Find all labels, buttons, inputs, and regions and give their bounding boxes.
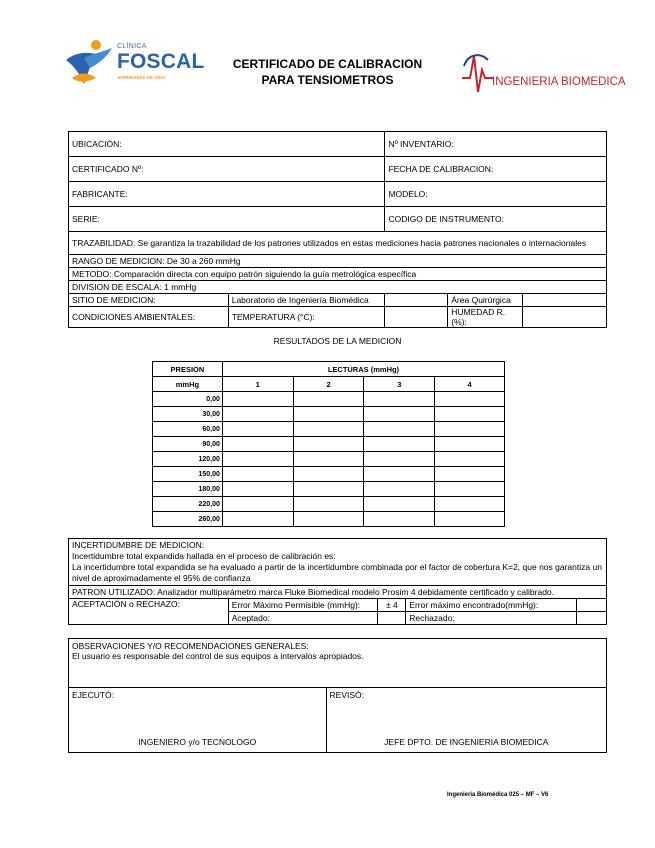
reading-cell[interactable] <box>435 452 505 467</box>
presion-header: PRESION <box>153 362 223 377</box>
temperatura-label: TEMPERATURA (°C): <box>228 307 385 328</box>
document-footer-code: Ingeniería Biomédica 025 – MF – V6 <box>447 792 549 798</box>
ejecuto-signature-box[interactable] <box>69 688 327 753</box>
temperatura-value-cell[interactable] <box>385 307 448 328</box>
ubicacion-field[interactable]: UBICACIÓN: <box>69 132 385 157</box>
results-title: RESULTADOS DE LA MEDICION <box>273 336 402 346</box>
reading-cell[interactable] <box>293 437 364 452</box>
reading-cell[interactable] <box>293 452 364 467</box>
reading-cell[interactable] <box>222 452 293 467</box>
reading-cell[interactable] <box>293 497 364 512</box>
observations-title: OBSERVACIONES Y/O RECOMENDACIONES GENERALES: <box>72 641 309 651</box>
reading-cell[interactable] <box>364 512 435 527</box>
sitio-blank-cell[interactable] <box>385 294 448 307</box>
reading-cell[interactable] <box>222 422 293 437</box>
reading-cell[interactable] <box>293 482 364 497</box>
ib-logo-text: INGENIERIA BIOMEDICA <box>492 76 626 88</box>
reading-cell[interactable] <box>293 512 364 527</box>
ingenieria-biomedica-logo <box>458 48 628 98</box>
division-text: DIVISION DE ESCALA: 1 mmHg <box>69 281 607 294</box>
uncertainty-line-1: Incertidumbre total expandida hallada en el proceso de calibración es: <box>72 551 336 561</box>
reading-cell[interactable] <box>364 422 435 437</box>
title-line-2: PARA TENSIOMETROS <box>261 73 394 87</box>
reading-cell[interactable] <box>222 407 293 422</box>
pressure-value: 60,00 <box>153 422 223 437</box>
reading-cell[interactable] <box>293 407 364 422</box>
reviso-label: REVISÓ: <box>329 690 365 700</box>
reading-cell[interactable] <box>435 497 505 512</box>
reading-col-header: 1 <box>222 377 293 392</box>
table-row <box>153 512 505 527</box>
ejecuto-role: INGENIERO y/o TECNOLOGO <box>138 737 257 747</box>
table-row <box>153 452 505 467</box>
reading-cell[interactable] <box>435 422 505 437</box>
ejecuto-label: EJECUTÓ: <box>72 690 115 700</box>
certificado-field[interactable]: CERTIFICADO Nº: <box>69 157 385 182</box>
reading-cell[interactable] <box>435 482 505 497</box>
observations-block <box>69 639 607 688</box>
observations-table <box>68 638 607 753</box>
reading-cell[interactable] <box>222 497 293 512</box>
pressure-value: 260,00 <box>153 512 223 527</box>
reading-cell[interactable] <box>222 392 293 407</box>
error-permisible-label: Error Máximo Permisible (mmHg): <box>228 599 378 612</box>
rango-text: RANGO DE MEDICION: De 30 a 260 mmHg <box>69 255 607 268</box>
tolerance-value: ± 4 <box>378 599 406 612</box>
rechazado-label: Rechazado: <box>406 612 577 625</box>
lecturas-header: LECTURAS (mmHg) <box>222 362 504 377</box>
condiciones-label: CONDICIONES AMBIENTALES: <box>69 307 229 328</box>
uncertainty-block <box>69 539 607 586</box>
aceptacion-label: ACEPTACIÓN o RECHAZO: <box>69 599 229 625</box>
patron-text: PATRON UTILIZADO: Analizador multiparámetro marca Fluke Biomedical modelo Prosim 4 debidamente certificado y calibrado. <box>69 586 607 599</box>
uncertainty-line-2: La incertidumbre total expandida se ha evaluado a partir de la incertidumbre combinada por el factor de cobertura K=2, que nos garantiza un nivel de aproximadamente el 95% de confianza <box>72 562 602 583</box>
error-encontrado-cell[interactable] <box>577 599 607 612</box>
pressure-value: 90,00 <box>153 437 223 452</box>
table-row <box>153 497 505 512</box>
fabricante-field[interactable]: FABRICANTE: <box>69 182 385 207</box>
table-row <box>153 422 505 437</box>
equipment-info-table <box>68 131 607 328</box>
reading-cell[interactable] <box>222 512 293 527</box>
reading-cell[interactable] <box>435 437 505 452</box>
reading-cell[interactable] <box>293 467 364 482</box>
humedad-value-cell[interactable] <box>523 307 607 328</box>
pressure-value: 180,00 <box>153 482 223 497</box>
reading-cell[interactable] <box>364 497 435 512</box>
unit-header: mmHg <box>153 377 223 392</box>
reading-cell[interactable] <box>364 392 435 407</box>
pressure-value: 120,00 <box>153 452 223 467</box>
reading-col-header: 3 <box>364 377 435 392</box>
reading-cell[interactable] <box>435 512 505 527</box>
foscal-figure-icon <box>62 38 118 86</box>
sitio-label: SITIO DE MEDICION: <box>69 294 229 307</box>
area-value: Área Quirúrgica <box>448 294 523 307</box>
document-title <box>215 56 440 88</box>
reading-cell[interactable] <box>293 422 364 437</box>
reading-cell[interactable] <box>293 392 364 407</box>
inventario-field[interactable]: Nº INVENTARIO: <box>385 132 607 157</box>
sitio-value: Laboratorio de Ingeniería Biomédica <box>228 294 385 307</box>
reading-cell[interactable] <box>364 482 435 497</box>
measurement-results-table <box>152 361 505 527</box>
serie-field[interactable]: SERIE: <box>69 207 385 232</box>
reading-cell[interactable] <box>435 467 505 482</box>
reading-cell[interactable] <box>222 437 293 452</box>
table-row <box>153 407 505 422</box>
reading-cell[interactable] <box>364 407 435 422</box>
table-row <box>153 467 505 482</box>
pressure-value: 220,00 <box>153 497 223 512</box>
humedad-label: HUMEDAD R. (%): <box>448 307 523 328</box>
metodo-text: METODO: Comparación directa con equipo patrón siguiendo la guía metrológica específica <box>69 268 607 281</box>
clinic-small-label: CLÍNICA <box>117 43 147 50</box>
aceptado-label: Aceptado: <box>228 612 378 625</box>
uncertainty-title: INCERTIDUMBRE DE MEDICION: <box>72 540 205 550</box>
clinic-name: FOSCAL <box>117 50 205 73</box>
clinic-tagline: ESPERANZA DE VIDA <box>118 75 166 80</box>
reading-cell[interactable] <box>435 392 505 407</box>
pressure-value: 30,00 <box>153 407 223 422</box>
reading-cell[interactable] <box>222 467 293 482</box>
reading-col-header: 4 <box>435 377 505 392</box>
area-blank-cell[interactable] <box>523 294 607 307</box>
modelo-field[interactable]: MODELO: <box>385 182 607 207</box>
reviso-role: JEFE DPTO. DE INGENIERIA BIOMEDICA <box>384 737 549 747</box>
pressure-value: 150,00 <box>153 467 223 482</box>
trazabilidad-text: TRAZABILIDAD: Se garantiza la trazabilidad de los patrones utilizados en estas mediciones hacia patrones nacionales o internacionales <box>69 232 607 255</box>
codigo-field[interactable]: CODIGO DE INSTRUMENTO: <box>385 207 607 232</box>
title-line-1: CERTIFICADO DE CALIBRACION <box>232 57 423 71</box>
foscal-logo <box>62 38 205 86</box>
rechazado-cell[interactable] <box>577 612 607 625</box>
table-row <box>153 437 505 452</box>
observations-text: El usuario es responsable del control de sus equipos a intervalos apropiados. <box>72 651 364 661</box>
reading-cell[interactable] <box>364 467 435 482</box>
reading-cell[interactable] <box>364 452 435 467</box>
error-encontrado-label: Error máximo encontrado(mmHg): <box>406 599 577 612</box>
reviso-signature-box[interactable] <box>326 688 606 753</box>
uncertainty-table <box>68 538 607 625</box>
reading-cell[interactable] <box>364 437 435 452</box>
table-row <box>153 482 505 497</box>
pressure-value: 0,00 <box>153 392 223 407</box>
reading-col-header: 2 <box>293 377 364 392</box>
fecha-field[interactable]: FECHA DE CALIBRACION: <box>385 157 607 182</box>
aceptado-cell[interactable] <box>378 612 406 625</box>
reading-cell[interactable] <box>435 407 505 422</box>
table-row <box>153 392 505 407</box>
reading-cell[interactable] <box>222 482 293 497</box>
